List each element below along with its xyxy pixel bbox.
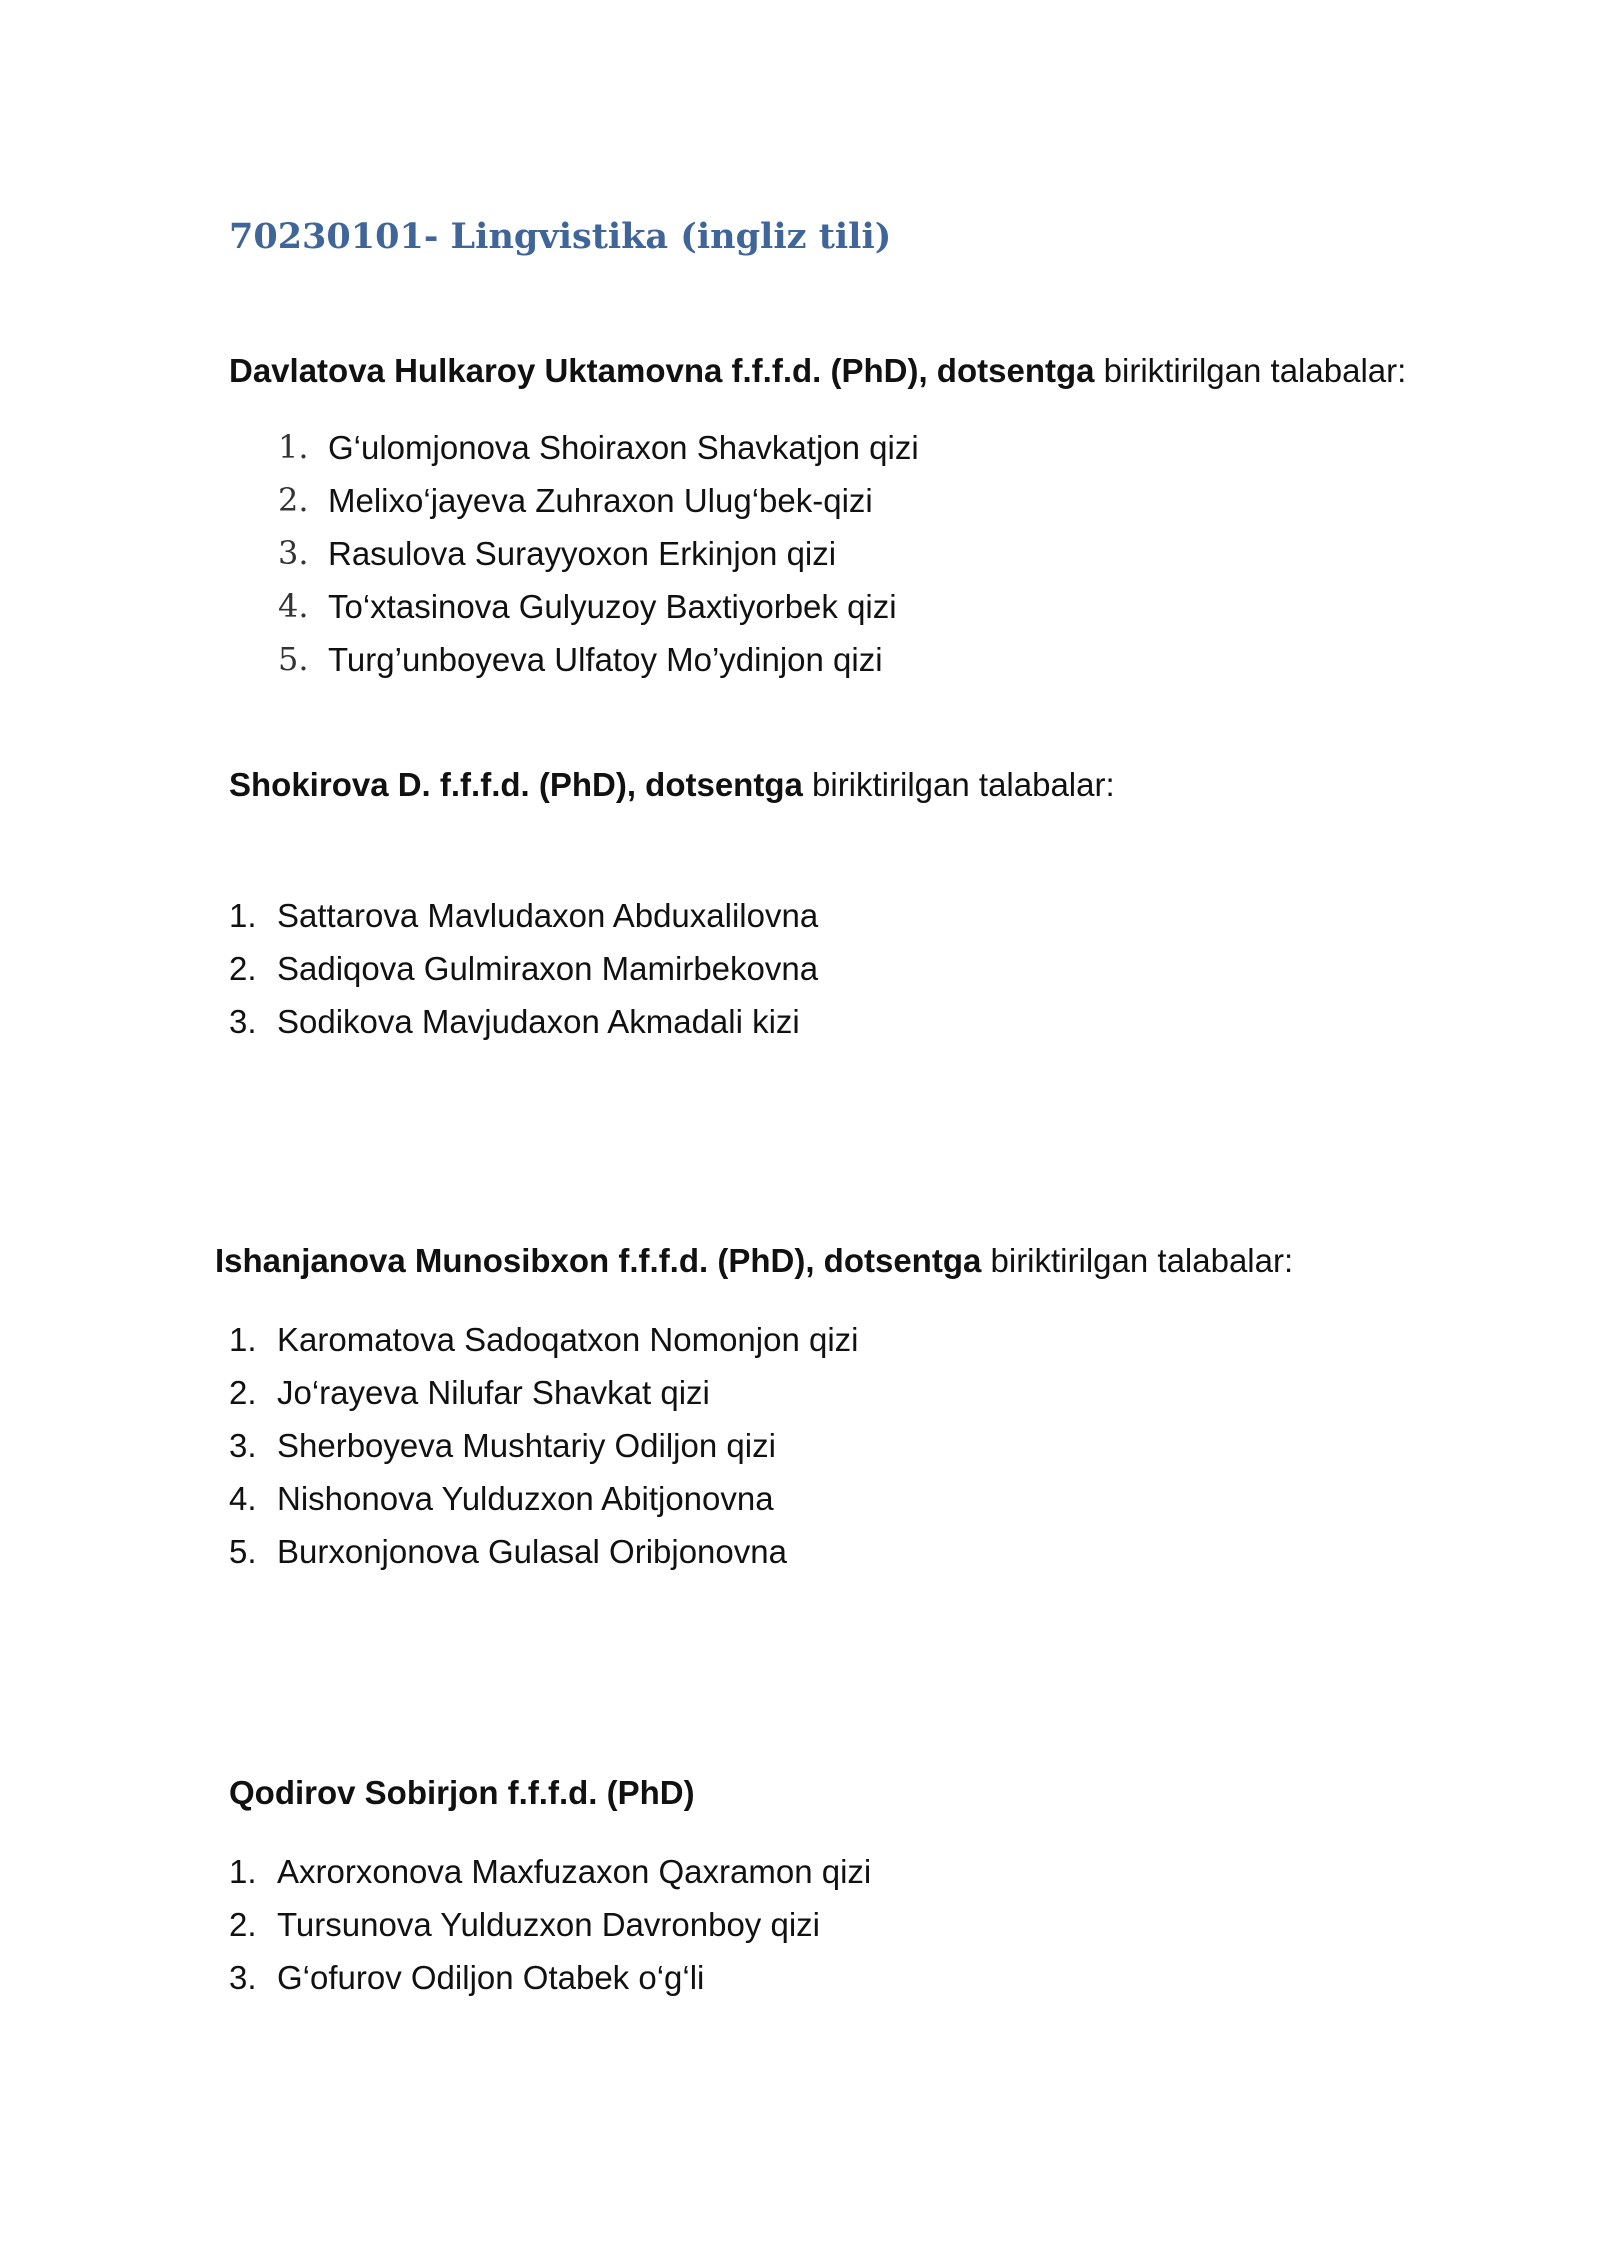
list-item — [229, 1313, 1129, 1366]
student-name: Tursunova Yulduzxon Davronboy qizi — [277, 1906, 820, 1943]
list-number: 1. — [229, 1321, 257, 1358]
list-number: 2. — [229, 1906, 257, 1943]
student-name: Sherboyeva Mushtariy Odiljon qizi — [277, 1427, 776, 1464]
list-item — [278, 421, 1178, 474]
student-name: Karomatova Sadoqatxon Nomonjon qizi — [277, 1321, 859, 1358]
list-number: 3. — [229, 1003, 257, 1040]
list-number: 4. — [229, 1480, 257, 1517]
list-item — [229, 1898, 1129, 1951]
list-number: 5. — [229, 1533, 257, 1570]
supervisor-heading-2 — [229, 760, 1115, 810]
supervisor-name: Davlatova Hulkaroy Uktamovna f.f.f.d. (PhD), dotsentga — [229, 352, 1095, 389]
student-name: G‘ofurov Odiljon Otabek o‘g‘li — [277, 1959, 705, 1996]
list-number: 1. — [229, 897, 257, 934]
list-number: 1. — [229, 1853, 257, 1890]
list-item — [229, 1366, 1129, 1419]
list-number: 3. — [278, 534, 309, 572]
student-name: Sattarova Mavludaxon Abduxalilovna — [277, 897, 819, 934]
student-list-3 — [229, 1313, 1129, 1578]
document-title: 70230101- Lingvistika (ingliz tili) — [229, 216, 892, 257]
student-name: Sadiqova Gulmiraxon Mamirbekovna — [277, 950, 819, 987]
list-number: 2. — [229, 950, 257, 987]
student-name: Rasulova Surayyoxon Erkinjon qizi — [328, 535, 837, 572]
list-item — [278, 580, 1178, 633]
list-item — [278, 633, 1178, 686]
list-item — [229, 1419, 1129, 1472]
student-name: Melixo‘jayeva Zuhraxon Ulug‘bek-qizi — [328, 482, 873, 519]
student-name: Jo‘rayeva Nilufar Shavkat qizi — [277, 1374, 710, 1411]
list-number: 4. — [278, 587, 309, 625]
list-item — [278, 474, 1178, 527]
supervisor-name: Shokirova D. f.f.f.d. (PhD), dotsentga — [229, 766, 803, 803]
supervisor-name: Ishanjanova Munosibxon f.f.f.d. (PhD), dotsentga — [215, 1242, 982, 1279]
list-item — [229, 995, 1129, 1048]
student-list-4 — [229, 1845, 1129, 2004]
list-number: 2. — [229, 1374, 257, 1411]
supervisor-suffix: biriktirilgan talabalar: — [802, 766, 1115, 803]
student-name: To‘xtasinova Gulyuzoy Baxtiyorbek qizi — [328, 588, 897, 625]
student-list-1 — [278, 421, 1178, 686]
supervisor-heading-1 — [229, 346, 1406, 396]
list-item — [229, 1472, 1129, 1525]
student-name: Axrorxonova Maxfuzaxon Qaxramon qizi — [277, 1853, 872, 1890]
supervisor-heading-4 — [229, 1768, 695, 1818]
list-number: 1. — [278, 428, 309, 466]
list-item — [229, 1951, 1129, 2004]
supervisor-heading-3 — [215, 1236, 1293, 1286]
list-item — [229, 889, 1129, 942]
list-item — [229, 1845, 1129, 1898]
list-number: 2. — [278, 481, 309, 519]
supervisor-name: Qodirov Sobirjon f.f.f.d. (PhD) — [229, 1774, 695, 1811]
supervisor-suffix: biriktirilgan talabalar: — [1094, 352, 1407, 389]
list-number: 3. — [229, 1959, 257, 1996]
list-item — [278, 527, 1178, 580]
student-name: Turg’unboyeva Ulfatoy Mo’ydinjon qizi — [328, 641, 883, 678]
student-name: Nishonova Yulduzxon Abitjonovna — [277, 1480, 774, 1517]
list-number: 5. — [278, 640, 309, 678]
supervisor-suffix: biriktirilgan talabalar: — [981, 1242, 1294, 1279]
list-number: 3. — [229, 1427, 257, 1464]
student-name: G‘ulomjonova Shoiraxon Shavkatjon qizi — [328, 429, 919, 466]
student-name: Sodikova Mavjudaxon Akmadali kizi — [277, 1003, 800, 1040]
student-name: Burxonjonova Gulasal Oribjonovna — [277, 1533, 787, 1570]
student-list-2 — [229, 889, 1129, 1048]
list-item — [229, 1525, 1129, 1578]
list-item — [229, 942, 1129, 995]
